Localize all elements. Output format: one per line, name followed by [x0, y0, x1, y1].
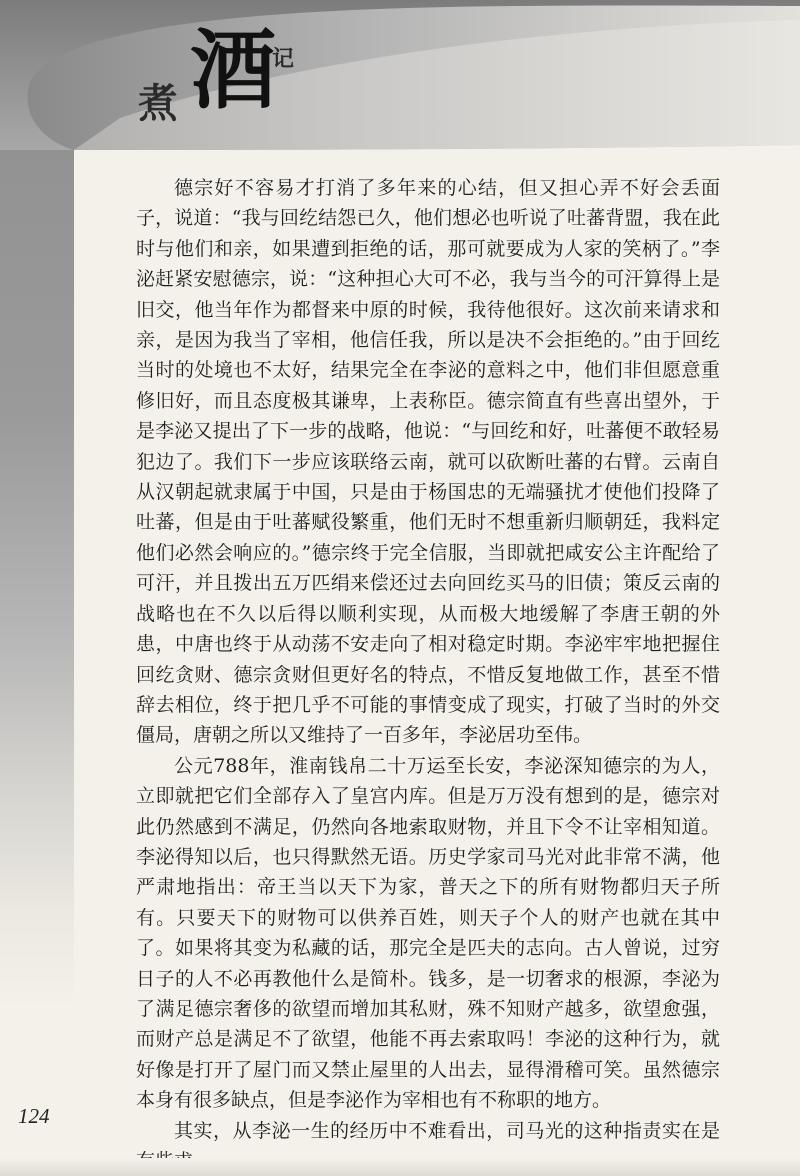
paragraph-2: 公元788年，淮南钱帛二十万运至长安，李泌深知德宗的为人，立即就把它们全部存入了皇宫内库。但是万万没有想到的是，德宗对此仍然感到不满足，仍然向各地索取财物，并且下令不让宰相知道。李泌得知以后，也只得默然无语。历史学家司马光对此非常不满，他严肃地指出：帝王当以天下为家，普天之下的所有财物都归天子所有。只要天下的财物可以供养百姓，则天子个人的财产也就在其中了。如果将其变为私藏的话，那完全是匹夫的志向。古人曾说，过穷日子的人不必再教他什么是简朴。钱多，是一切奢求的根源，李泌为了满足德宗奢侈的欲望而增加其私财，殊不知财产越多，欲望愈强，而财产总是满足不了欲望，他能不再去索取吗！李泌的这种行为，就好像是打开了屋门而又禁止屋里的人出去，显得滑稽可笑。虽然德宗本身有很多缺点，但是李泌作为宰相也有不称职的地方。 — [136, 754, 720, 1112]
title-jiu-char: 酒 — [190, 20, 276, 121]
article-body — [136, 173, 720, 1176]
header-banner — [0, 0, 800, 150]
decorative-side-band — [0, 0, 74, 1176]
paragraph-3: 其实，从李泌一生的经历中不难看出，司马光的这种指责实在是 — [174, 1119, 720, 1142]
paragraph-1: 德宗好不容易才打消了多年来的心结，但又担心弄不好会丢面子，说道：“我与回纥结怨已久，他们想必也听说了吐蕃背盟，我在此时与他们和亲，如果遭到拒绝的话，那可就要成为人家的笑柄了。”李泌赶紧安慰德宗，说：“这种担心大可不必，我与当今的可汗算得上是旧交，他当年作为都督来中原的时候，我待他很好。这次前来请求和亲，是因为我当了宰相，他信任我，所以是决不会拒绝的。”由于回纥当时的处境也不太好，结果完全在李泌的意料之中，他们非但愿意重修旧好，而且态度极其谦卑，上表称臣。德宗简直有些喜出望外，于是李泌又提出了下一步的战略，他说：“与回纥和好，吐蕃便不敢轻易犯边了。我们下一步应该联络云南，就可以砍断吐蕃的右臂。云南自从汉朝起就隶属于中国，只是由于杨国忠的无端骚扰才使他们投降了吐蕃，但是由于吐蕃赋役繁重，他们无时不想重新归顺朝廷，我料定他们必然会响应的。”德宗终于完全信服，当即就把咸安公主许配给了可汗，并且拨出五万匹绢来偿还过去向回纥买马的旧债；策反云南的战略也在不久以后得以顺利实现，从而极大地缓解了李唐王朝的外患，中唐也终于从动荡不安走向了相对稳定时期。李泌牢牢地把握住回纥贪财、德宗贪财但更好名的特点，不惜反复地做工作，甚至不惜辞去相位，终于把几乎不可能的事情变成了现实，打破了当时的外交僵局，唐朝之所以又维持了一百多年，李泌居功至伟。 — [136, 177, 720, 747]
title-zhu-char: 煮 — [138, 80, 178, 127]
title-ji-char: 记 — [272, 46, 295, 72]
page-number: 124 — [18, 1104, 50, 1128]
page-bottom-edge — [0, 1158, 800, 1176]
